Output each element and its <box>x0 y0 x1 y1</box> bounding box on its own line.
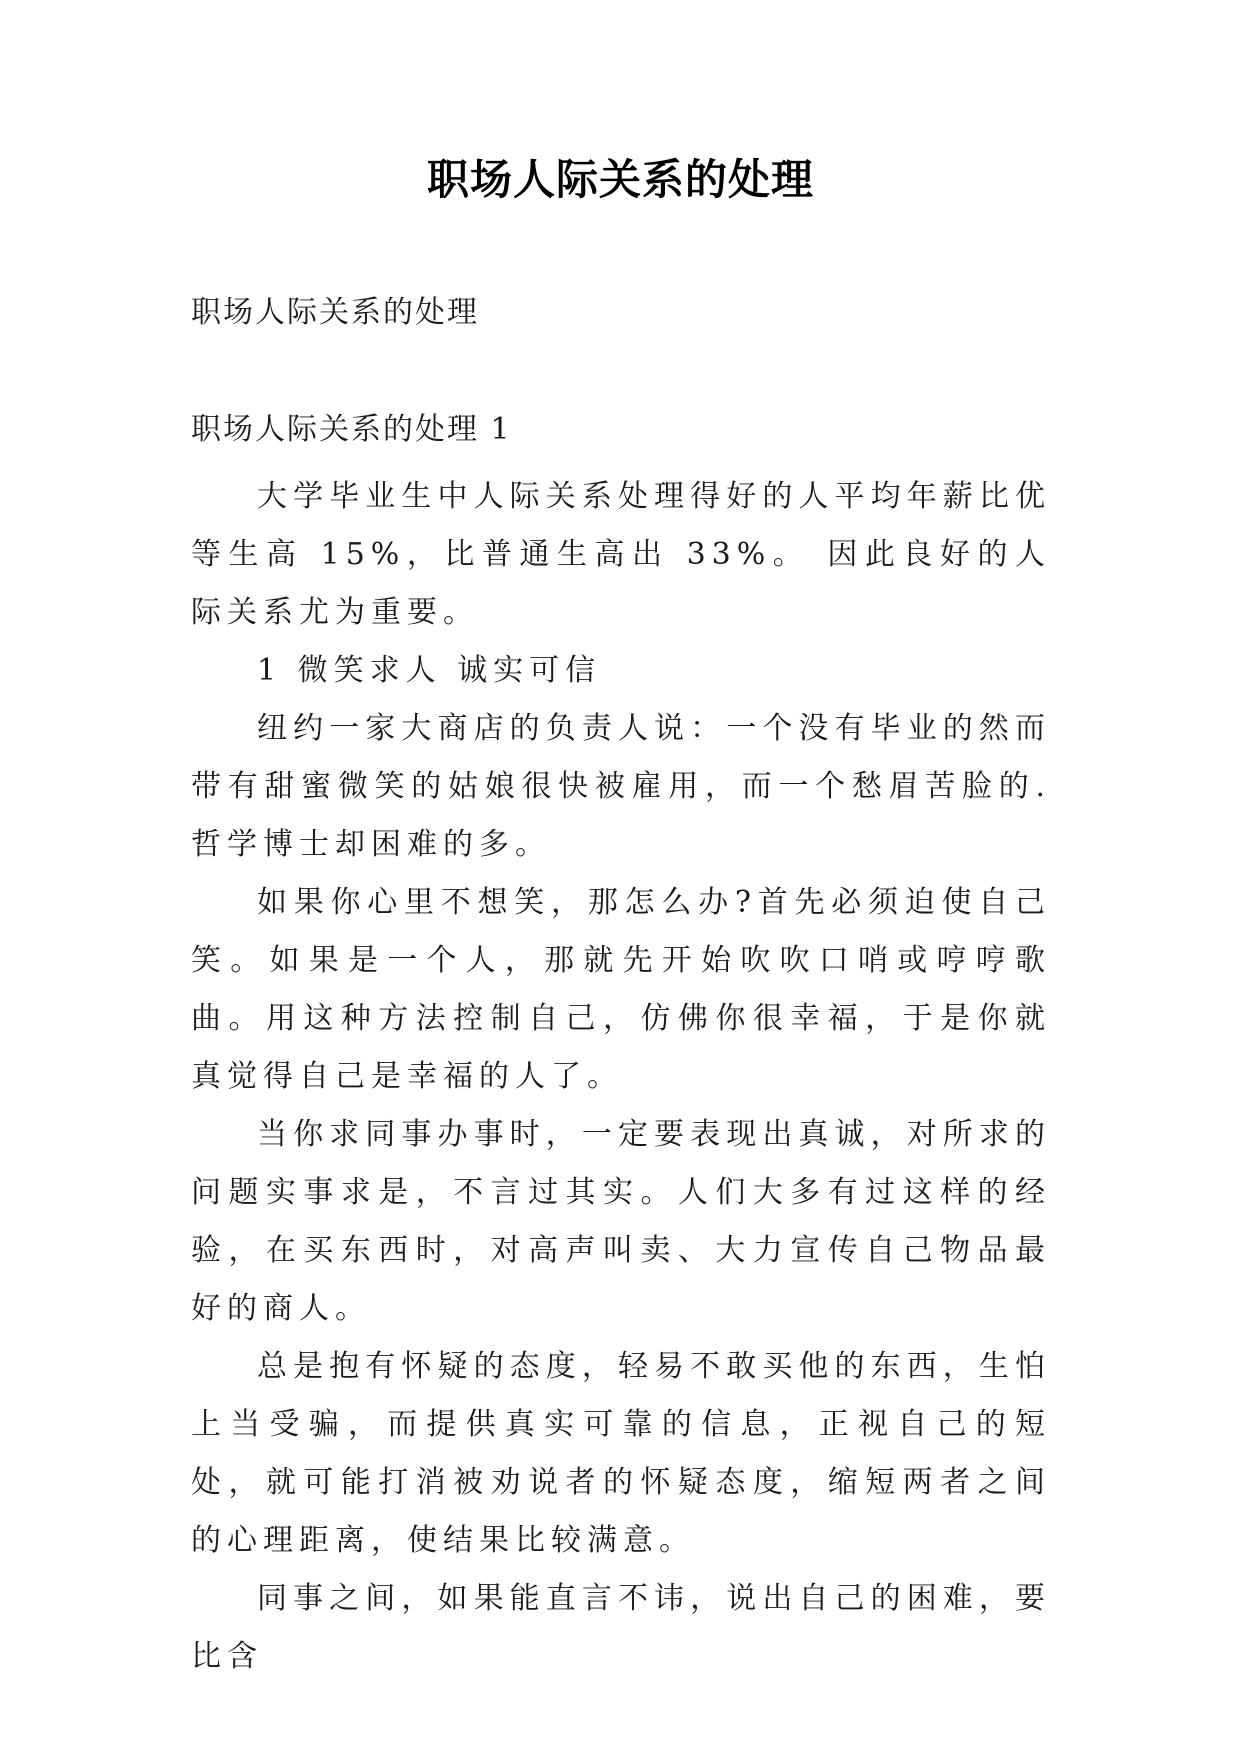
document-title: 职场人际关系的处理 <box>426 155 814 204</box>
paragraph: 当你求同事办事时，一定要表现出真诚，对所求的问题实事求是，不言过其实。人们大多有过这样的经验，在买东西时，对高声叫卖、大力宣传自己物品最好的商人。 <box>191 1117 1051 1326</box>
body-text <box>191 468 1051 1686</box>
paragraph: 总是抱有怀疑的态度，轻易不敢买他的东西，生怕上当受骗，而提供真实可靠的信息，正视自己的短处，就可能打消被劝说者的怀疑态度，缩短两者之间的心理距离，使结果比较满意。 <box>191 1349 1051 1558</box>
paragraph: 同事之间，如果能直言不讳，说出自己的困难，要比含 <box>191 1581 1051 1674</box>
paragraph: 1 微笑求人 诚实可信 <box>257 653 602 688</box>
paragraph: 大学毕业生中人际关系处理得好的人平均年薪比优等生高 15%，比普通生高出 33%。 因此良好的人际关系尤为重要。 <box>191 479 1051 630</box>
document-subtitle: 职场人际关系的处理 <box>191 295 479 330</box>
paragraph: 纽约一家大商店的负责人说：一个没有毕业的然而带有甜蜜微笑的姑娘很快被雇用，而一个愁眉苦脸的.哲学博士却困难的多。 <box>191 711 1051 862</box>
section-heading: 职场人际关系的处理 1 <box>191 412 512 447</box>
paragraph: 如果你心里不想笑，那怎么办?首先必须迫使自己笑。如果是一个人，那就先开始吹吹口哨或哼哼歌曲。用这种方法控制自己，仿佛你很幸福，于是你就真觉得自己是幸福的人了。 <box>191 885 1051 1094</box>
